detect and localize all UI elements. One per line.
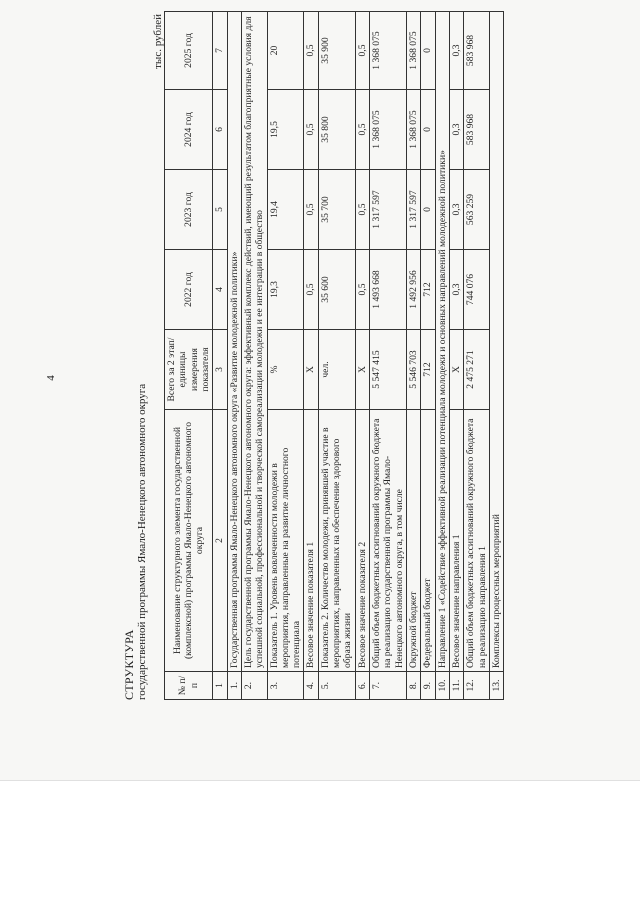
structure-table (164, 11, 504, 700)
table-cell: Показатель 1. Уровень вовлеченности молодежи в мероприятия, направленные на развитие личностного потенциала (267, 410, 304, 672)
table-cell: Государственная программа Ямало-Ненецкого автономного округа «Развитие молодежной политики» (227, 12, 241, 672)
table-cell: Цель государственной программы Ямало-Ненецкого автономного округа: эффективный комплекс действий, имеющий результатом благоприятные условия для успешной социальной, профессиональной и творческой самореализации молодежи и ее интеграции в общество (241, 12, 267, 672)
table-cell: 1 368 075 (370, 12, 407, 90)
document-title: СТРУКТУРА (122, 629, 136, 700)
table-row (406, 12, 420, 700)
table-cell: 0,5 (355, 170, 369, 250)
table-cell: 0,5 (304, 170, 318, 250)
table-cell: 20 (267, 12, 304, 90)
table-cell: Весовое значение направления 1 (449, 410, 463, 672)
table-cell: Федеральный бюджет (421, 410, 435, 672)
table-cell: 0,5 (304, 250, 318, 330)
table-row (464, 12, 490, 700)
table-row (227, 12, 241, 700)
table-cell: Общий объем бюджетных ассигнований окружного бюджета на реализацию государственной программы Ямало-Ненецкого автономного округа, в том числе (370, 410, 407, 672)
table-row (421, 12, 435, 700)
table-cell: Х (355, 330, 369, 410)
page-number: 4 (44, 375, 57, 381)
table-cell: Комплексы процессных мероприятий (489, 12, 503, 672)
index-cell: 1 (213, 672, 227, 700)
table-cell: Весовое значение показателя 1 (304, 410, 318, 672)
table-cell: 0,5 (304, 12, 318, 90)
table-cell: 1 317 597 (406, 170, 420, 250)
table-cell: Х (304, 330, 318, 410)
header-cell: 2022 год (165, 250, 213, 330)
table-cell: 0 (421, 90, 435, 170)
table-cell: 0,5 (355, 90, 369, 170)
table-cell: 0,3 (449, 12, 463, 90)
table-cell: Весовое значение показателя 2 (355, 410, 369, 672)
header-cell: 2024 год (165, 90, 213, 170)
table-cell: чел. (318, 330, 355, 410)
unit-label: тыс. рублей (152, 14, 164, 69)
table-cell: 2. (241, 672, 267, 700)
table-cell: 13. (489, 672, 503, 700)
table-cell: 0,3 (449, 90, 463, 170)
table-cell: 3. (267, 672, 304, 700)
table-cell: Направление 1 «Содействие эффективной реализации потенциала молодежи и основных направлений молодежной политики» (435, 12, 449, 672)
table-cell: Показатель 2. Количество молодежи, принявшей участие в мероприятиях, направленных на обеспечение здорового образа жизни (318, 410, 355, 672)
table-row (449, 12, 463, 700)
header-cell: Наименование структурного элемента государственной (комплексной) программы Ямало-Ненецкого автономного округа (165, 410, 213, 672)
table-row (318, 12, 355, 700)
table-cell: Х (449, 330, 463, 410)
table-cell: Окружной бюджет (406, 410, 420, 672)
table-cell: 5. (318, 672, 355, 700)
header-cell: 2023 год (165, 170, 213, 250)
table-cell: 712 (421, 330, 435, 410)
column-index-row (213, 12, 227, 700)
table-cell: 5 547 415 (370, 330, 407, 410)
table-cell: 6. (355, 672, 369, 700)
table-cell: 19,4 (267, 170, 304, 250)
table-cell: 1 368 075 (370, 90, 407, 170)
table-cell: 19,3 (267, 250, 304, 330)
table-cell: 712 (421, 250, 435, 330)
table-row (489, 12, 503, 700)
table-cell: 0,3 (449, 250, 463, 330)
header-cell: Всего за 2 этап/ единицы измерения показателя (165, 330, 213, 410)
table-cell: 0 (421, 170, 435, 250)
table-cell: 583 968 (464, 90, 490, 170)
table-cell: 7. (370, 672, 407, 700)
table-cell: 35 600 (318, 250, 355, 330)
index-cell: 6 (213, 90, 227, 170)
header-cell: № п/п (165, 672, 213, 700)
index-cell: 3 (213, 330, 227, 410)
index-cell: 2 (213, 410, 227, 672)
document-subtitle: государственной программы Ямало-Ненецкого автономного округа (136, 383, 148, 700)
header-cell: 2025 год (165, 12, 213, 90)
index-cell: 5 (213, 170, 227, 250)
index-cell: 7 (213, 12, 227, 90)
table-cell: Общий объем бюджетных ассигнований окружного бюджета на реализацию направления 1 (464, 410, 490, 672)
table-cell: 11. (449, 672, 463, 700)
table-cell: 8. (406, 672, 420, 700)
table-cell: 1 368 075 (406, 12, 420, 90)
table-cell: 10. (435, 672, 449, 700)
rotated-document (100, 0, 570, 700)
table-cell: 19,5 (267, 90, 304, 170)
table-cell: 563 259 (464, 170, 490, 250)
table-cell: 1 317 597 (370, 170, 407, 250)
table-cell: 35 700 (318, 170, 355, 250)
table-row (267, 12, 304, 700)
table-cell: 744 076 (464, 250, 490, 330)
table-cell: 0,5 (355, 12, 369, 90)
table-cell: 12. (464, 672, 490, 700)
table-cell: 4. (304, 672, 318, 700)
table-cell: 1 368 075 (406, 90, 420, 170)
table-cell: 0 (421, 12, 435, 90)
header-row (165, 12, 213, 700)
table-cell: 0,5 (355, 250, 369, 330)
table-row (355, 12, 369, 700)
table-cell: % (267, 330, 304, 410)
table-cell: 9. (421, 672, 435, 700)
table-cell: 1. (227, 672, 241, 700)
table-row (241, 12, 267, 700)
table-cell: 1 493 668 (370, 250, 407, 330)
table-cell: 1 492 956 (406, 250, 420, 330)
table-row (370, 12, 407, 700)
table-cell: 0,3 (449, 170, 463, 250)
table-cell: 5 546 703 (406, 330, 420, 410)
table-cell: 35 900 (318, 12, 355, 90)
table-row (435, 12, 449, 700)
table-cell: 2 475 271 (464, 330, 490, 410)
table-cell: 0,5 (304, 90, 318, 170)
table-cell: 583 968 (464, 12, 490, 90)
table-cell: 35 800 (318, 90, 355, 170)
table-row (304, 12, 318, 700)
index-cell: 4 (213, 250, 227, 330)
